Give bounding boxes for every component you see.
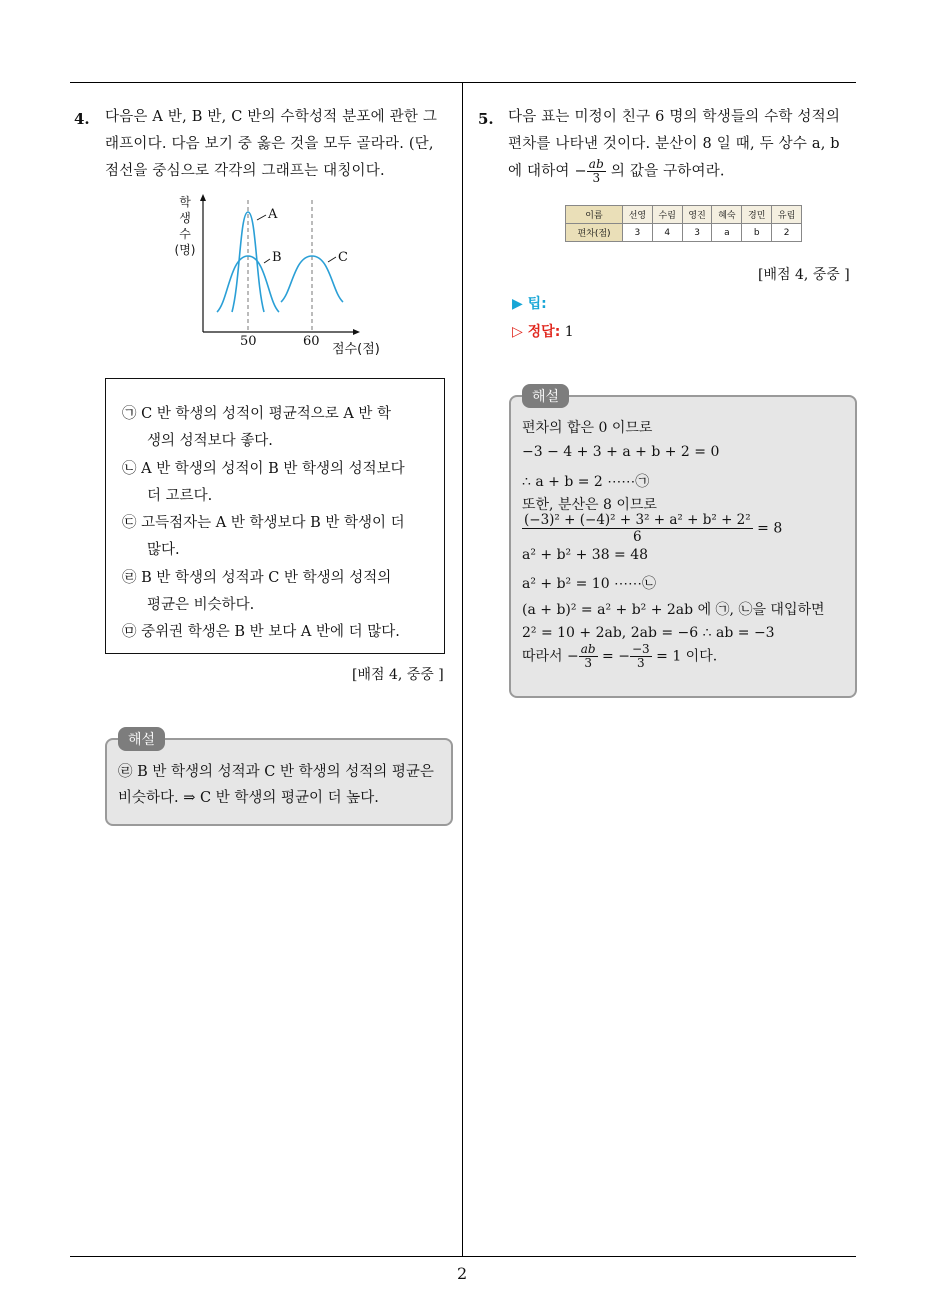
q5-solution-line-9: 2² = 10 + 2ab, 2ab = −6 ∴ ab = −3 (522, 625, 775, 641)
table-name-3: 영진 (682, 206, 712, 224)
table-value-4: a (712, 224, 742, 242)
table-header-row (566, 206, 802, 224)
table-name-6: 유림 (772, 206, 802, 224)
bogi-item-5 (122, 619, 400, 646)
curve-label-c: C (338, 250, 348, 265)
curve-label-b: B (272, 250, 282, 265)
x-tick-50: 50 (240, 334, 257, 349)
question-4-number: 4. (74, 110, 90, 128)
x-axis-label: 점수(점) (332, 342, 380, 357)
q5-solution-line-5 (522, 512, 782, 545)
q5-solution-line-7: a² + b² = 10 ⋯⋯㉡ (522, 576, 657, 592)
y-label-char-4: (명) (174, 243, 196, 257)
q5-solution-line-10 (522, 643, 717, 670)
q4-text-line-2: 래프이다. 다음 보기 중 옳은 것을 모두 골라라. (단, (105, 136, 434, 152)
bottom-rule (70, 1256, 856, 1257)
question-4-text (105, 104, 457, 185)
final-fraction-1-num: ab (580, 642, 596, 656)
bogi-item-2-line2: 더 고르다. (147, 488, 213, 504)
bogi-item-3 (122, 510, 405, 564)
bogi-item-2 (122, 456, 405, 510)
q5-text-line-1: 다음 표는 미정이 친구 6 명의 학생들의 수학 성적의 (508, 109, 841, 125)
bogi-item-2-line1: A 반 학생의 성적이 B 반 학생의 성적보다 (141, 461, 405, 477)
q5-text-line-3-post: 의 값을 구하여라. (606, 163, 725, 180)
q4-score: [배점 4, 중중 ] (352, 667, 444, 683)
q5-solution-line-1: 편차의 합은 0 이므로 (522, 420, 653, 436)
q5-answer (512, 321, 574, 341)
table-name-1: 선영 (623, 206, 653, 224)
table-name-4: 혜숙 (712, 206, 742, 224)
final-mid: = − (597, 648, 630, 665)
q5-solution-line-4: 또한, 분산은 8 이므로 (522, 497, 657, 513)
label-a-leader (257, 215, 266, 220)
q4-solution-line-2: 비슷하다. ⇒ C 반 학생의 평균이 더 높다. (118, 790, 379, 806)
question-5-text (508, 104, 860, 186)
variance-denominator: 6 (633, 529, 642, 545)
bogi-item-3-mark: ㉢ (122, 515, 137, 531)
x-axis-arrow (353, 329, 360, 335)
q5-question-fraction (587, 158, 606, 185)
q5-solution-tag: 해설 (522, 384, 569, 408)
table-name-5: 경민 (742, 206, 772, 224)
q4-text-line-3: 점선을 중심으로 각각의 그래프는 대칭이다. (105, 163, 385, 179)
bogi-item-3-line2: 많다. (147, 542, 180, 558)
q5-text-line-3-pre: 에 대하여 − (508, 163, 587, 180)
bogi-item-3-line1: 고득점자는 A 반 학생보다 B 반 학생이 더 (141, 515, 405, 531)
q5-fraction-denominator: 3 (592, 171, 601, 185)
page-number: 2 (457, 1264, 468, 1283)
y-label-char-1: 학 (179, 195, 191, 209)
graph-y-label (168, 194, 202, 258)
table-value-1: 3 (623, 224, 653, 242)
q4-solution-tag: 해설 (118, 727, 165, 751)
q5-fraction-numerator: ab (588, 157, 605, 171)
bogi-item-4-line1: B 반 학생의 성적과 C 반 학생의 성적의 (141, 570, 392, 586)
q5-solution-line-6: a² + b² + 38 = 48 (522, 547, 649, 563)
table-value-3: 3 (682, 224, 712, 242)
x-tick-60: 60 (303, 334, 320, 349)
final-fraction-2-num: −3 (631, 642, 650, 656)
y-label-char-2: 생 (179, 211, 191, 225)
final-pre: 따라서 − (522, 648, 579, 665)
q4-solution-line-1: ㉣ B 반 학생의 성적과 C 반 학생의 성적의 평균은 (118, 764, 434, 780)
table-value-5: b (742, 224, 772, 242)
bogi-item-4-line2: 평균은 비슷하다. (147, 597, 255, 613)
final-post: = 1 이다. (651, 648, 718, 665)
table-name-2: 수림 (652, 206, 682, 224)
variance-rhs: = 8 (757, 520, 783, 537)
curve-label-a: A (268, 207, 278, 222)
q5-answer-value: 1 (564, 324, 574, 340)
q5-text-line-3 (508, 158, 860, 186)
final-fraction-2-den: 3 (637, 656, 645, 670)
table-row-label: 편차(점) (566, 224, 623, 242)
q5-text-line-2: 편차를 나타낸 것이다. 분산이 8 일 때, 두 상수 a, b (508, 136, 840, 152)
table-value-row (566, 224, 802, 242)
table-value-2: 4 (652, 224, 682, 242)
label-c-leader (328, 257, 336, 262)
q4-text-line-1: 다음은 A 반, B 반, C 반의 수학성적 분포에 관한 그 (105, 109, 438, 125)
deviation-table (565, 205, 802, 242)
bogi-item-4 (122, 565, 391, 619)
q5-solution-line-8: (a + b)² = a² + b² + 2ab 에 ㉠, ㉡을 대입하면 (522, 602, 825, 618)
final-fraction-1-den: 3 (584, 656, 592, 670)
bogi-item-2-mark: ㉡ (122, 461, 137, 477)
variance-numerator: (−3)² + (−4)² + 3² + a² + b² + 2² (524, 512, 751, 528)
column-divider (462, 82, 463, 1257)
final-fraction-2 (630, 643, 652, 670)
q5-score: [배점 4, 중중 ] (758, 267, 850, 283)
final-fraction-1 (579, 643, 598, 670)
question-5-number: 5. (478, 110, 494, 128)
q5-tip-label: ▶ 팁: (512, 296, 547, 312)
q5-answer-label: ▷ 정답: (512, 324, 561, 340)
bogi-item-4-mark: ㉣ (122, 570, 137, 586)
bogi-box (105, 378, 445, 654)
label-b-leader (264, 259, 270, 263)
q5-solution-line-3: ∴ a + b = 2 ⋯⋯㉠ (522, 474, 650, 490)
bogi-item-1 (122, 401, 391, 455)
bogi-item-1-line1: C 반 학생의 성적이 평균적으로 A 반 학 (141, 406, 392, 422)
bogi-item-1-line2: 생의 성적보다 좋다. (147, 433, 273, 449)
variance-fraction (522, 512, 753, 545)
bogi-item-1-mark: ㉠ (122, 406, 137, 422)
q5-solution-line-2: −3 − 4 + 3 + a + b + 2 = 0 (522, 444, 720, 460)
y-label-char-3: 수 (179, 227, 191, 241)
q4-solution-box (105, 738, 453, 826)
bogi-item-5-mark: ㉤ (122, 624, 137, 640)
table-value-6: 2 (772, 224, 802, 242)
top-rule (70, 82, 856, 83)
bogi-item-5-line1: 중위권 학생은 B 반 보다 A 반에 더 많다. (141, 624, 400, 640)
curve-a (232, 212, 264, 312)
table-header-label: 이름 (566, 206, 623, 224)
